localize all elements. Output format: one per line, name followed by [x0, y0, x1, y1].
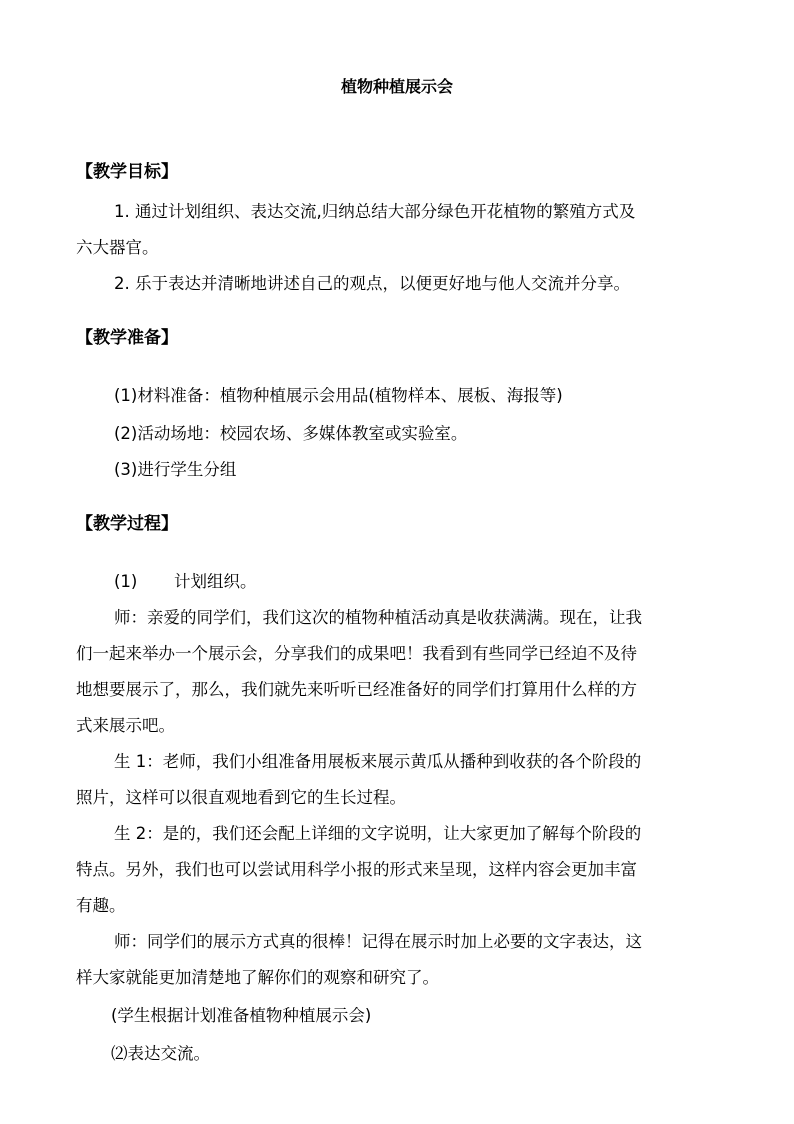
paragraph-text: ⑵表达交流。 [111, 1044, 210, 1063]
paragraph-text: 生 2：是的，我们还会配上详细的文字说明，让大家更加了解每个阶段的 [114, 824, 642, 843]
page-title: 植物种植展示会 [340, 77, 453, 96]
paragraph-text: 师：同学们的展示方式真的很棒！记得在展示时加上必要的文字表达，这 [114, 932, 642, 951]
paragraph-text: 特点。另外，我们也可以尝试用科学小报的形式来呈现，这样内容会更加丰富 [76, 860, 637, 879]
paragraph-text: 有趣。 [76, 896, 126, 915]
section-heading-goals: 【教学目标】 [76, 162, 178, 182]
paragraph-text: 师：亲爱的同学们，我们这次的植物种植活动真是收获满满。现在，让我 [114, 608, 642, 627]
paragraph-text: 2. 乐于表达并清晰地讲述自己的观点，以便更好地与他人交流并分享。 [114, 274, 630, 293]
paragraph-text: 六大器官。 [76, 238, 159, 257]
paragraph-text: 生 1：老师，我们小组准备用展板来展示黄瓜从播种到收获的各个阶段的 [114, 752, 642, 771]
paragraph-text: 式来展示吧。 [76, 716, 175, 735]
paragraph-text: 样大家就能更加清楚地了解你们的观察和研究了。 [76, 968, 439, 987]
paragraph-text: 照片，这样可以很直观地看到它的生长过程。 [76, 788, 406, 807]
section-heading-process: 【教学过程】 [76, 514, 178, 534]
paragraph-text: (1)材料准备：植物种植展示会用品(植物样本、展板、海报等) [114, 386, 563, 405]
paragraph-text: (3)进行学生分组 [114, 460, 237, 479]
paragraph-text: (学生根据计划准备植物种植展示会) [111, 1006, 372, 1025]
paragraph-text: 1. 通过计划组织、表达交流,归纳总结大部分绿色开花植物的繁殖方式及 [114, 202, 636, 221]
paragraph-text: 地想要展示了，那么，我们就先来听听已经准备好的同学们打算用什么样的方 [76, 680, 637, 699]
paragraph-text: (2)活动场地：校园农场、多媒体教室或实验室。 [114, 424, 468, 443]
step-label: 计划组织。 [174, 572, 257, 591]
paragraph-text: 们一起来举办一个展示会，分享我们的成果吧！我看到有些同学已经迫不及待 [76, 644, 637, 663]
step-number: (1) [114, 572, 138, 591]
section-heading-prep: 【教学准备】 [76, 328, 178, 348]
